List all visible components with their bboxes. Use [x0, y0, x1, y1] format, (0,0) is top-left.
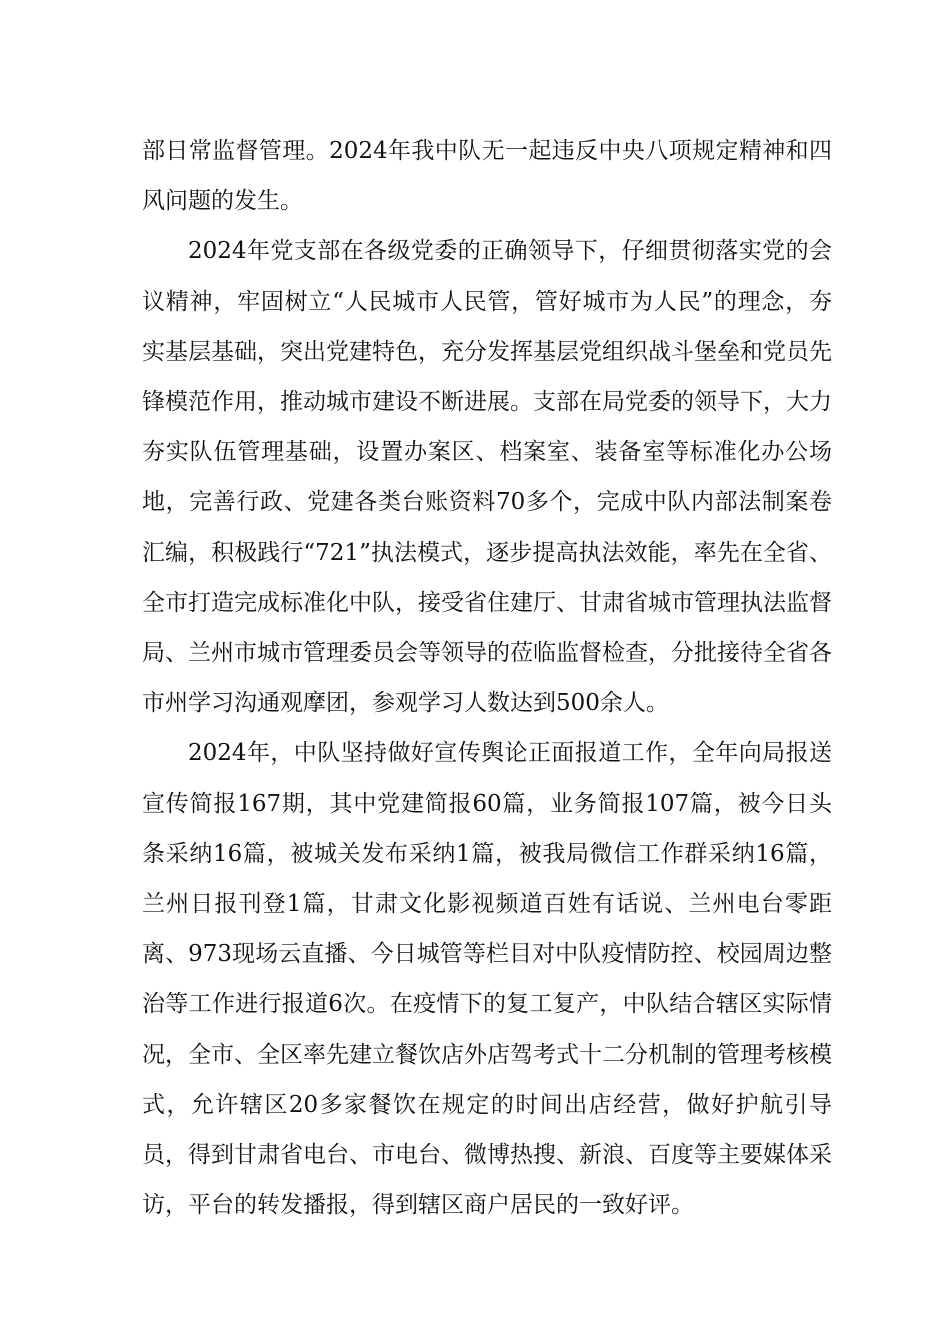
- document-body: [142, 126, 832, 1230]
- paragraph-publicity: 2024年，中队坚持做好宣传舆论正面报道工作，全年向局报送宣传简报167期，其中党建简报60篇，业务简报107篇，被今日头条采纳16篇，被城关发布采纳1篇，被我局微信工作群采纳16篇，兰州日报刊登1篇，甘肃文化影视频道百姓有话说、兰州电台零距离、973现场云直播、今日城管等栏目对中队疫情防控、校园周边整治等工作进行报道6次。在疫情下的复工复产，中队结合辖区实际情况，全市、全区率先建立餐饮店外店驾考式十二分机制的管理考核模式，允许辖区20多家餐饮在规定的时间出店经营，做好护航引导员，得到甘肃省电台、市电台、微博热搜、新浪、百度等主要媒体采访，平台的转发播报，得到辖区商户居民的一致好评。: [142, 740, 832, 1219]
- paragraph-party-branch: 2024年党支部在各级党委的正确领导下，仔细贯彻落实党的会议精神，牢固树立“人民城市人民管，管好城市为人民”的理念，夯实基层基础，突出党建特色，充分发挥基层党组织战斗堡垒和党员先锋模范作用，推动城市建设不断进展。支部在局党委的领导下，大力夯实队伍管理基础，设置办案区、档案室、装备室等标准化办公场地，完善行政、党建各类台账资料70多个，完成中队内部法制案卷汇编，积极践行“721”执法模式，逐步提高执法效能，率先在全省、全市打造完成标准化中队，接受省住建厅、甘肃省城市管理执法监督局、兰州市城市管理委员会等领导的莅临监督检查，分批接待全省各市州学习沟通观摩团，参观学习人数达到500余人。: [142, 238, 832, 717]
- paragraph-oversight: 部日常监督管理。2024年我中队无一起违反中央八项规定精神和四风问题的发生。: [142, 138, 832, 215]
